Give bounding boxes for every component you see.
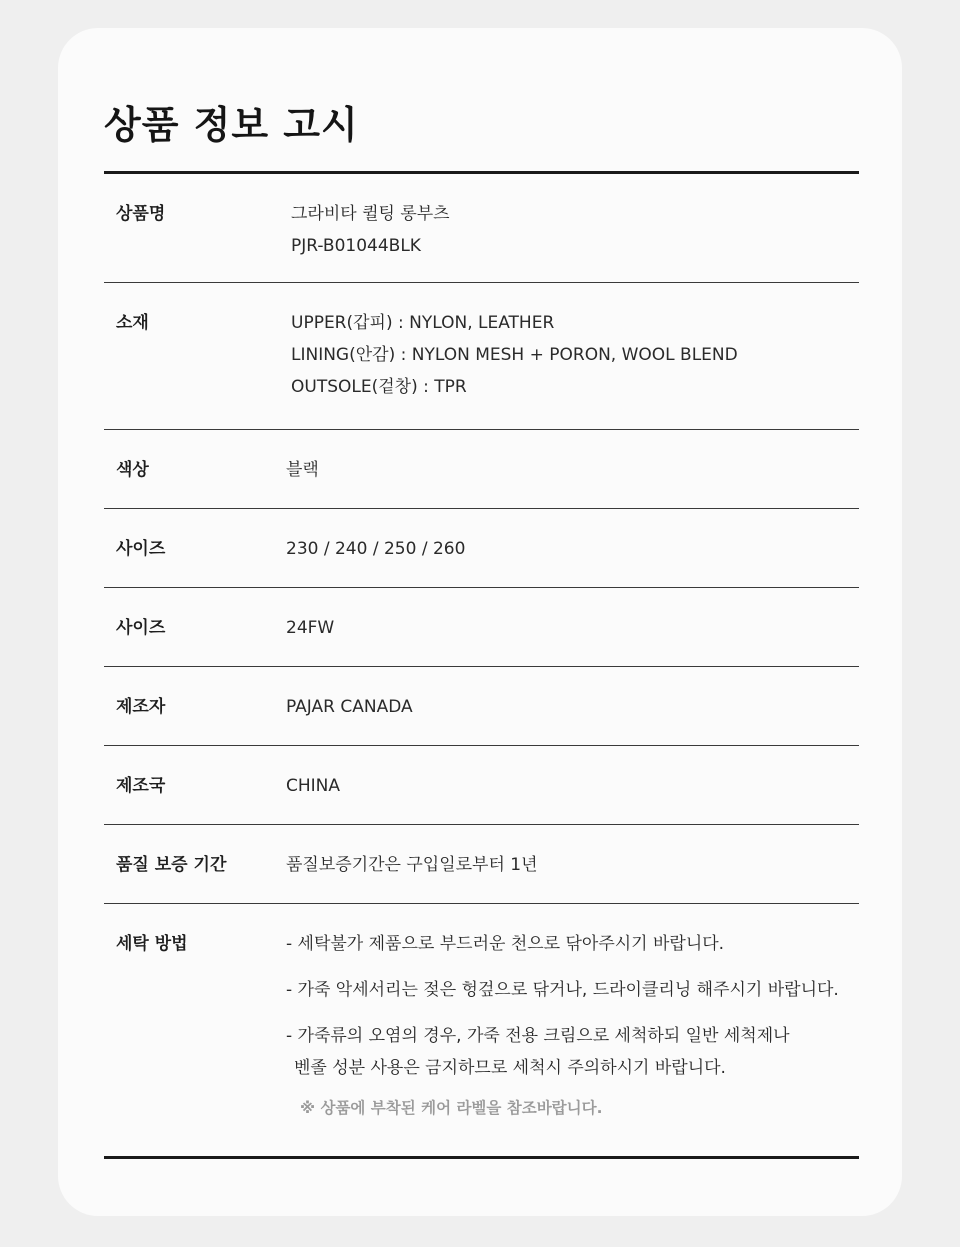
material-outsole: OUTSOLE(겉창) : TPR bbox=[291, 377, 467, 397]
row-value bbox=[286, 307, 859, 403]
row-label: 상품명 bbox=[116, 204, 166, 224]
row-warranty bbox=[104, 825, 859, 904]
care-label-note: ※ 상품에 부착된 케어 라벨을 참조바랍니다. bbox=[300, 1099, 603, 1117]
product-name: 그라비타 퀼팅 롱부츠 bbox=[291, 204, 450, 224]
row-color bbox=[104, 430, 859, 509]
product-info-table bbox=[104, 171, 859, 1124]
manufacturer-value: PAJAR CANADA bbox=[286, 697, 413, 717]
page-title: 상품 정보 고시 bbox=[104, 103, 359, 147]
row-product-name bbox=[104, 174, 859, 283]
row-label: 제조국 bbox=[116, 776, 166, 796]
row-label: 품질 보증 기간 bbox=[116, 855, 227, 875]
care-instructions bbox=[286, 928, 859, 1124]
care-item: - 가죽 악세서리는 젖은 헝겊으로 닦거나, 드라이클리닝 해주시기 바랍니다. bbox=[286, 980, 839, 1000]
row-value bbox=[286, 691, 859, 723]
season-value: 24FW bbox=[286, 618, 335, 638]
row-season bbox=[104, 588, 859, 667]
size-value: 230 / 240 / 250 / 260 bbox=[286, 539, 466, 559]
warranty-value: 품질보증기간은 구입일로부터 1년 bbox=[286, 855, 538, 875]
row-value bbox=[286, 612, 859, 644]
row-value bbox=[286, 533, 859, 565]
product-code: PJR-B01044BLK bbox=[291, 236, 421, 256]
row-label: 사이즈 bbox=[116, 539, 166, 559]
row-value bbox=[286, 849, 859, 881]
color-value: 블랙 bbox=[286, 460, 319, 480]
product-info-card bbox=[58, 28, 902, 1216]
row-label: 색상 bbox=[116, 460, 149, 480]
row-country bbox=[104, 746, 859, 825]
care-item: - 세탁불가 제품으로 부드러운 천으로 닦아주시기 바랍니다. bbox=[286, 934, 725, 954]
row-manufacturer bbox=[104, 667, 859, 746]
row-label: 제조자 bbox=[116, 697, 166, 717]
row-material bbox=[104, 283, 859, 430]
row-value bbox=[286, 454, 859, 486]
material-lining: LINING(안감) : NYLON MESH + PORON, WOOL BLEND bbox=[291, 345, 738, 365]
care-item: - 가죽류의 오염의 경우, 가죽 전용 크림으로 세척하되 일반 세척제나 bbox=[286, 1026, 790, 1046]
row-label: 세탁 방법 bbox=[116, 934, 188, 954]
care-item: 벤졸 성분 사용은 금지하므로 세척시 주의하시기 바랍니다. bbox=[294, 1058, 726, 1078]
row-value bbox=[286, 198, 859, 262]
bottom-divider bbox=[104, 1156, 859, 1159]
row-label: 소재 bbox=[116, 313, 149, 333]
material-upper: UPPER(갑피) : NYLON, LEATHER bbox=[291, 313, 555, 333]
row-label: 사이즈 bbox=[116, 618, 166, 638]
row-value bbox=[286, 770, 859, 802]
country-value: CHINA bbox=[286, 776, 341, 796]
row-size bbox=[104, 509, 859, 588]
row-care bbox=[104, 904, 859, 1124]
